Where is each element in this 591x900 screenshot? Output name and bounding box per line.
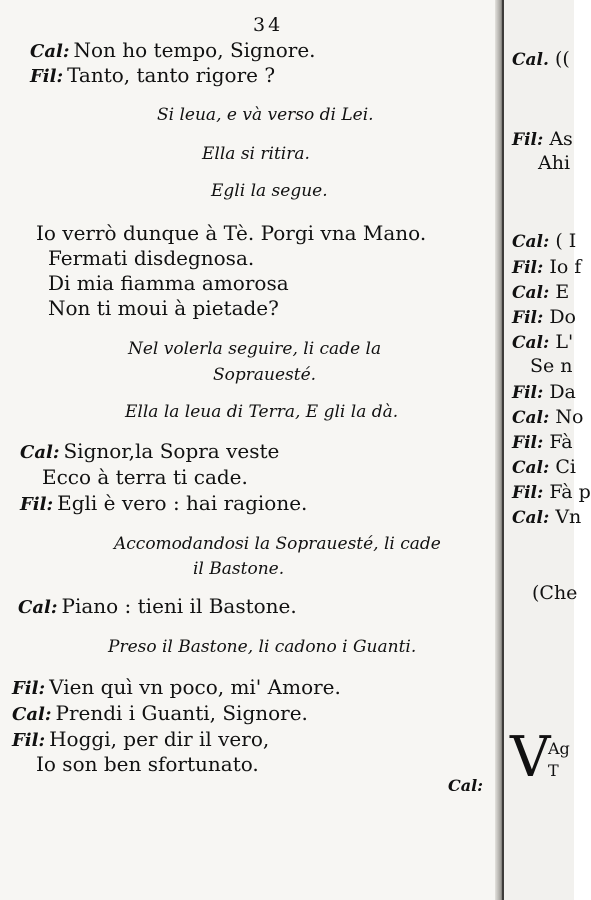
verse-line <box>20 439 279 465</box>
verse-text: No <box>555 406 584 428</box>
verse-line <box>512 256 581 279</box>
verse-line <box>512 456 576 479</box>
speaker-label: Cal: <box>30 41 70 62</box>
initial-tail <box>548 738 570 782</box>
speaker-label: Fil: <box>512 433 544 453</box>
verse-text: L' <box>555 331 574 353</box>
speaker-label: Cal: <box>512 508 550 528</box>
speaker-label: Cal: <box>512 232 550 252</box>
verse-line <box>512 406 583 429</box>
speaker-label: Fil: <box>512 383 544 403</box>
stage-direction: Preso il Bastone, li cadono i Guanti. <box>108 637 417 657</box>
verse-line <box>12 727 269 753</box>
verse-line: Io verrò dunque à Tè. Porgi vna Mano. <box>36 221 427 245</box>
verse-line: (Che <box>532 582 578 604</box>
verse-line: Se n <box>530 355 573 377</box>
initial-tail-line: Ag <box>548 739 570 758</box>
verse-text: E <box>555 281 570 303</box>
verse-line: Di mia fiamma amorosa <box>48 271 289 295</box>
verse-line: Ecco à terra ti cade. <box>42 465 248 489</box>
stage-direction: Si leua, e và verso di Lei. <box>157 105 374 125</box>
initial-tail-line: T <box>548 761 559 780</box>
verse-line <box>512 506 581 529</box>
verse-line <box>512 381 576 404</box>
verse-line <box>12 675 341 701</box>
speaker-label: Cal: <box>18 597 58 618</box>
verse-text: (( <box>554 48 570 70</box>
speaker-label: Fil: <box>512 308 544 328</box>
verse-text: Io f <box>549 256 582 278</box>
stage-direction: Ella si ritira. <box>202 144 310 164</box>
speaker-label: Fil: <box>12 730 46 751</box>
stage-direction: Ella la leua di Terra, E gli la dà. <box>125 402 399 422</box>
verse-text: Piano : tieni il Bastone. <box>61 594 297 618</box>
verse-text: Da <box>549 381 576 403</box>
right-page <box>504 0 591 900</box>
verse-line: Non ti moui à pietade? <box>48 296 279 320</box>
verse-line <box>30 38 316 64</box>
stage-direction: Nel volerla seguire, li cade la <box>128 339 382 359</box>
verse-text: Signor,la Sopra veste <box>63 439 280 463</box>
verse-line: Ahi <box>538 152 571 174</box>
verse-line <box>512 230 576 253</box>
verse-text: Tanto, tanto rigore ? <box>67 63 276 87</box>
speaker-label: Cal: <box>512 283 550 303</box>
verse-text: Egli è vero : hai ragione. <box>57 491 308 515</box>
speaker-label: Cal: <box>12 704 52 725</box>
verse-text: Vien quì vn poco, mi' Amore. <box>49 675 341 699</box>
speaker-label: Fil: <box>512 130 544 150</box>
verse-text: Hoggi, per dir il vero, <box>49 727 270 751</box>
verse-text: ( I <box>555 230 577 252</box>
stage-direction: il Bastone. <box>193 559 285 579</box>
stage-direction: Accomodandosi la Soprauesté, li cade <box>114 534 441 554</box>
verse-text: Fà <box>549 431 573 453</box>
speaker-label: Fil: <box>30 66 64 87</box>
verse-line <box>18 594 297 620</box>
verse-text: Fà p <box>549 481 591 503</box>
stage-direction: Soprauesté. <box>213 365 317 385</box>
verse-text: Vn <box>555 506 582 528</box>
speaker-label: Fil: <box>20 494 54 515</box>
catchword: Cal: <box>448 776 484 795</box>
verse-text: As <box>549 128 573 150</box>
speaker-label: Cal: <box>20 442 60 463</box>
verse-text: Do <box>549 306 576 328</box>
verse-text: Non ho tempo, Signore. <box>73 38 316 62</box>
speaker-label: Cal: <box>512 458 550 478</box>
verse-line <box>20 491 307 517</box>
speaker-label: Fil: <box>512 258 544 278</box>
speaker-label: Cal: <box>512 333 550 353</box>
verse-line <box>30 63 275 89</box>
verse-line <box>512 128 573 151</box>
verse-line <box>512 48 570 71</box>
speaker-label: Cal: <box>512 408 550 428</box>
verse-line <box>512 281 569 304</box>
verse-line <box>512 306 576 329</box>
speaker-label: Cal. <box>512 50 549 70</box>
speaker-label: Fil: <box>12 678 46 699</box>
drop-cap-initial: V <box>510 725 551 790</box>
verse-text: Prendi i Guanti, Signore. <box>55 701 308 725</box>
stage-direction: Egli la segue. <box>211 181 328 201</box>
verse-line: Fermati disdegnosa. <box>48 246 255 270</box>
speaker-label: Fil: <box>512 483 544 503</box>
verse-line: Io son ben sfortunato. <box>36 752 259 776</box>
verse-line <box>12 701 308 727</box>
verse-text: Ci <box>555 456 576 478</box>
verse-line <box>512 431 573 454</box>
verse-line <box>512 481 591 504</box>
page-number: 34 <box>253 14 284 36</box>
verse-line <box>512 331 573 354</box>
